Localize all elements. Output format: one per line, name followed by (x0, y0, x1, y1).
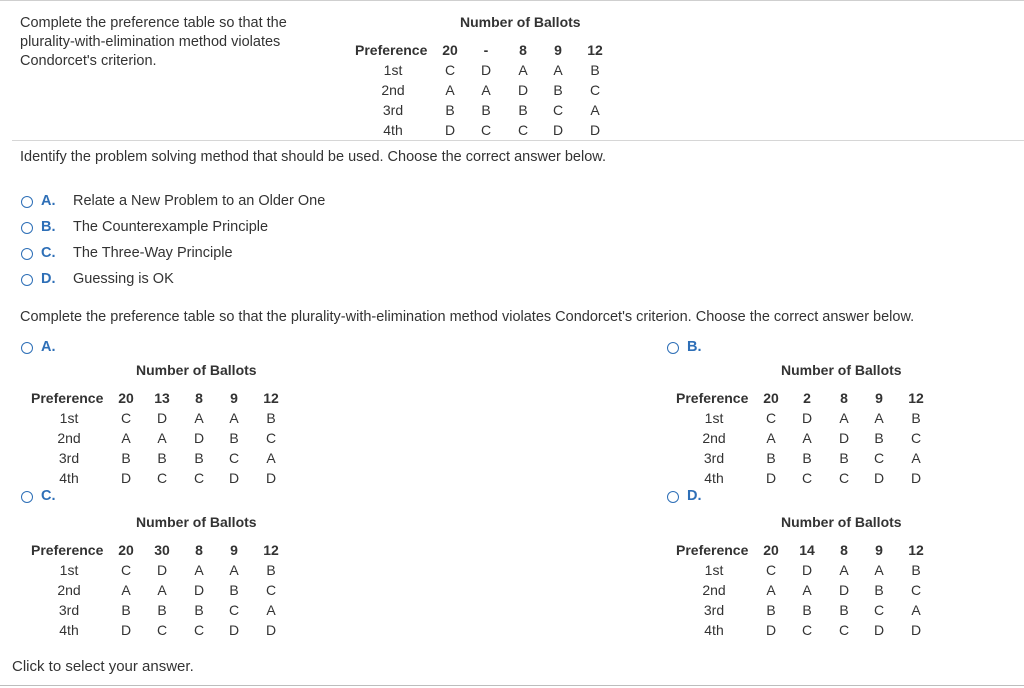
candidate-cell: C (265, 582, 277, 598)
candidate-cell: C (589, 82, 601, 98)
rank-label: 4th (383, 122, 403, 138)
candidate-cell: A (553, 62, 563, 78)
table-title: Number of Ballots (781, 514, 902, 530)
option-text[interactable]: The Counterexample Principle (73, 219, 269, 235)
candidate-cell: D (910, 622, 922, 638)
ballot-count: 20 (118, 542, 134, 558)
rank-label: 1st (383, 62, 403, 78)
rank-label: 2nd (702, 582, 726, 598)
candidate-cell: C (517, 122, 529, 138)
candidate-cell: C (801, 470, 813, 486)
candidate-cell: B (802, 602, 812, 618)
candidate-cell: A (266, 602, 276, 618)
candidate-cell: B (121, 602, 131, 618)
candidate-cell: A (874, 562, 884, 578)
candidate-cell: B (157, 450, 167, 466)
candidate-cell: B (481, 102, 491, 118)
candidate-cell: A (911, 602, 921, 618)
candidate-cell: C (444, 62, 456, 78)
candidate-cell: B (553, 82, 563, 98)
ballot-count: 9 (875, 542, 883, 558)
candidate-cell: D (589, 122, 601, 138)
candidate-cell: C (193, 622, 205, 638)
candidate-cell: A (229, 410, 239, 426)
rank-label: 3rd (382, 102, 404, 118)
candidate-cell: D (480, 62, 492, 78)
option-letter: C. (41, 245, 56, 261)
rank-label: 1st (59, 562, 79, 578)
option-a-preference-table[interactable] (31, 362, 301, 492)
candidate-cell: B (766, 602, 776, 618)
ballot-count: 8 (195, 542, 203, 558)
ballot-count: 8 (840, 542, 848, 558)
ballot-count: 12 (908, 542, 924, 558)
bottom-border (0, 685, 1024, 686)
candidate-cell: D (265, 622, 277, 638)
intro-text: Complete the preference table so that the plurality-with-elimination method violates Condorcet's criterion. (20, 15, 287, 69)
ballot-count: 8 (195, 390, 203, 406)
candidate-cell: D (517, 82, 529, 98)
rank-label: 2nd (702, 430, 726, 446)
section-divider (12, 140, 1024, 141)
candidate-cell: B (445, 102, 455, 118)
option-letter: B. (687, 339, 702, 355)
candidate-cell: B (839, 450, 849, 466)
candidate-cell: D (193, 582, 205, 598)
candidate-cell: A (194, 410, 204, 426)
rank-label: 1st (59, 410, 79, 426)
candidate-cell: B (518, 102, 528, 118)
candidate-cell: D (156, 410, 168, 426)
option-letter: A. (41, 193, 56, 209)
table-title: Number of Ballots (781, 362, 902, 378)
candidate-cell: D (801, 410, 813, 426)
table-header-label: Preference (355, 42, 428, 58)
candidate-cell: D (156, 562, 168, 578)
option-d-preference-table[interactable] (676, 514, 946, 644)
ballot-count: 8 (840, 390, 848, 406)
ballot-count: - (483, 42, 489, 58)
candidate-cell: C (765, 410, 777, 426)
candidate-cell: D (873, 470, 885, 486)
rank-label: 3rd (58, 602, 80, 618)
ballot-count: 13 (154, 390, 170, 406)
rank-label: 2nd (57, 582, 81, 598)
candidate-cell: C (801, 622, 813, 638)
ballot-count: 20 (763, 542, 779, 558)
rank-label: 3rd (58, 450, 80, 466)
candidate-cell: A (590, 102, 600, 118)
radio-button[interactable] (21, 274, 33, 286)
candidate-cell: C (910, 582, 922, 598)
candidate-cell: C (120, 410, 132, 426)
candidate-cell: C (552, 102, 564, 118)
candidate-cell: C (156, 622, 168, 638)
radio-button[interactable] (667, 342, 679, 354)
candidate-cell: B (194, 450, 204, 466)
candidate-cell: C (265, 430, 277, 446)
ballot-count: 9 (554, 42, 562, 58)
option-letter: C. (41, 488, 56, 504)
candidate-cell: A (194, 562, 204, 578)
ballot-count: 30 (154, 542, 170, 558)
ballot-count: 20 (118, 390, 134, 406)
rank-label: 2nd (57, 430, 81, 446)
candidate-cell: A (266, 450, 276, 466)
ballot-count: 9 (230, 542, 238, 558)
table-header-label: Preference (31, 542, 104, 558)
radio-button[interactable] (667, 491, 679, 503)
candidate-cell: A (839, 410, 849, 426)
ballot-count: 12 (263, 390, 279, 406)
ballot-count: 8 (519, 42, 527, 58)
rank-label: 1st (704, 562, 724, 578)
table-header-label: Preference (31, 390, 104, 406)
candidate-cell: B (874, 582, 884, 598)
table-header-label: Preference (676, 542, 749, 558)
candidate-cell: D (838, 582, 850, 598)
candidate-cell: D (228, 470, 240, 486)
ballot-count: 9 (230, 390, 238, 406)
candidate-cell: C (838, 622, 850, 638)
candidate-cell: B (766, 450, 776, 466)
candidate-cell: C (838, 470, 850, 486)
ballot-count: 12 (587, 42, 603, 58)
candidate-cell: B (229, 582, 239, 598)
option-letter: B. (41, 219, 56, 235)
candidate-cell: A (802, 582, 812, 598)
rank-label: 4th (704, 622, 724, 638)
candidate-cell: C (873, 450, 885, 466)
candidate-cell: B (590, 62, 600, 78)
ballot-count: 20 (763, 390, 779, 406)
question-2-prompt: Complete the preference table so that the plurality-with-elimination method violates Condorcet's criterion. Choose the correct answer below. (20, 309, 915, 325)
table-title: Number of Ballots (460, 14, 581, 30)
candidate-cell: A (518, 62, 528, 78)
candidate-cell: D (838, 430, 850, 446)
candidate-cell: A (911, 450, 921, 466)
candidate-cell: A (802, 430, 812, 446)
candidate-cell: C (193, 470, 205, 486)
candidate-cell: C (228, 602, 240, 618)
option-letter: A. (41, 339, 56, 355)
radio-button[interactable] (21, 248, 33, 260)
radio-button[interactable] (21, 222, 33, 234)
radio-button[interactable] (21, 342, 33, 354)
rank-label: 4th (704, 470, 724, 486)
candidate-cell: B (266, 562, 276, 578)
candidate-cell: A (157, 582, 167, 598)
rank-label: 4th (59, 470, 79, 486)
candidate-cell: D (228, 622, 240, 638)
candidate-cell: B (266, 410, 276, 426)
ballot-count: 12 (263, 542, 279, 558)
candidate-cell: A (229, 562, 239, 578)
table-header-label: Preference (676, 390, 749, 406)
candidate-cell: C (910, 430, 922, 446)
radio-button[interactable] (21, 491, 33, 503)
candidate-cell: A (766, 582, 776, 598)
ballot-count: 14 (799, 542, 815, 558)
rank-label: 2nd (381, 82, 405, 98)
ballot-count: 2 (803, 390, 811, 406)
candidate-cell: B (911, 410, 921, 426)
candidate-cell: B (229, 430, 239, 446)
rank-label: 4th (59, 622, 79, 638)
candidate-cell: C (480, 122, 492, 138)
candidate-cell: A (121, 430, 131, 446)
candidate-cell: D (765, 470, 777, 486)
candidate-cell: B (911, 562, 921, 578)
rank-label: 1st (704, 410, 724, 426)
candidate-cell: C (156, 470, 168, 486)
table-title: Number of Ballots (136, 514, 257, 530)
candidate-cell: A (157, 430, 167, 446)
candidate-cell: B (839, 602, 849, 618)
rank-label: 3rd (703, 602, 725, 618)
option-letter: D. (41, 271, 56, 287)
candidate-cell: B (874, 430, 884, 446)
candidate-cell: C (228, 450, 240, 466)
ballot-count: 9 (875, 390, 883, 406)
candidate-cell: D (801, 562, 813, 578)
table-title: Number of Ballots (136, 362, 257, 378)
option-text[interactable]: Guessing is OK (73, 271, 174, 287)
candidate-cell: D (265, 470, 277, 486)
footer-instruction: Click to select your answer. (12, 658, 194, 675)
ballot-count: 20 (442, 42, 458, 58)
option-b-preference-table[interactable] (676, 362, 946, 492)
candidate-cell: D (552, 122, 564, 138)
candidate-cell: A (121, 582, 131, 598)
option-c-preference-table[interactable] (31, 514, 301, 644)
question-1-prompt: Identify the problem solving method that should be used. Choose the correct answer below. (20, 149, 606, 165)
candidate-cell: D (444, 122, 456, 138)
option-text[interactable]: Relate a New Problem to an Older One (73, 193, 326, 209)
candidate-cell: C (765, 562, 777, 578)
option-letter: D. (687, 488, 702, 504)
candidate-cell: D (873, 622, 885, 638)
candidate-cell: D (120, 470, 132, 486)
candidate-cell: B (194, 602, 204, 618)
candidate-cell: B (121, 450, 131, 466)
ballot-count: 12 (908, 390, 924, 406)
candidate-cell: C (120, 562, 132, 578)
candidate-cell: C (873, 602, 885, 618)
candidate-cell: A (445, 82, 455, 98)
candidate-cell: A (839, 562, 849, 578)
candidate-cell: A (481, 82, 491, 98)
rank-label: 3rd (703, 450, 725, 466)
option-text[interactable]: The Three-Way Principle (73, 245, 233, 261)
question-preference-table (355, 14, 625, 144)
candidate-cell: B (157, 602, 167, 618)
candidate-cell: D (193, 430, 205, 446)
candidate-cell: B (802, 450, 812, 466)
candidate-cell: A (766, 430, 776, 446)
candidate-cell: D (120, 622, 132, 638)
candidate-cell: A (874, 410, 884, 426)
candidate-cell: D (765, 622, 777, 638)
radio-button[interactable] (21, 196, 33, 208)
top-border (0, 0, 1024, 1)
candidate-cell: D (910, 470, 922, 486)
